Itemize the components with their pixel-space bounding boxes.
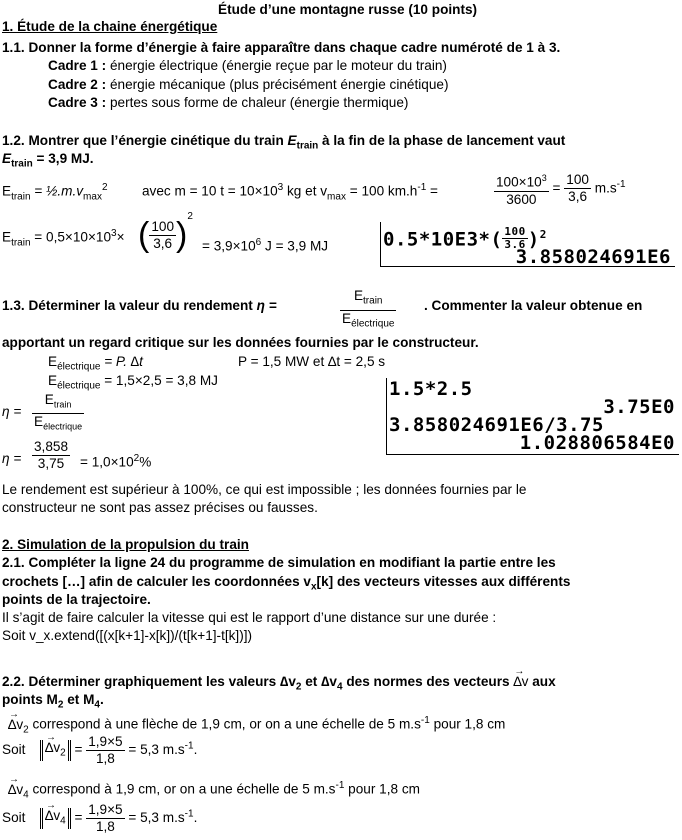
question-1-2-line2: $E_{train} = 3,9$ MJ. [2,151,94,170]
calc2-line4: 1.028806584E0 [519,432,675,454]
avec-values: avec m = 10 $t = 10\times 10^3$ kg et $v_{max} = 100$ $km.h^{-1}$ = [142,182,438,203]
etrain-result: = $3,9\times 10^6$ J = 3,9 MJ [202,237,329,254]
conclusion-line1: Le rendement est supérieur à 100%, ce qui est impossible ; les données fournies par le [2,482,527,497]
eta-value: η = [2,451,22,466]
question-2-2-line1: 2.2. Déterminer graphiquement les valeurs $\Delta v_2$ et $\Delta v_4$ des normes des vecteurs → ∆v aux [2,674,556,696]
dv4-description: → $\Delta v_4$ correspond à 1,9 cm, or on a une échelle de 5 $m.s^{-1}$ pour 1,8 cm [8,778,420,803]
eta-value-fraction: $\frac{3,858}{3,75}$ [34,439,69,471]
cadre-1: Cadre 1 : énergie électrique (énergie reçue par le moteur du train) [48,58,447,73]
answer-2-1-line1: Il s’agit de faire calculer la vitesse qui est le rapport d’une distance sur une durée : [2,610,497,625]
eta-formula: η = [2,404,22,419]
etrain-calc: $E_{train} = 0,5\times 10\times 10^3\times$ [2,228,125,249]
page-title: Étude d’une montagne russe (10 points) [218,2,478,17]
dv4-soit: Soit [2,810,26,825]
eta-result: = $1,0\times 10^2\%$ [80,453,152,470]
eelec-value: $E_{électrique} = 1,5\times 2,5 = 3,8$ MJ [48,373,218,392]
cadre-2: Cadre 2 : énergie mécanique (plus précisément énergie cinétique) [48,77,449,92]
dv4-norm-calc: → $\Delta v_4$ = $\frac{1,9\times 5}{1,8}$ = 5,3 $m.s^{-1}$. [40,802,197,835]
calc1-input: 0.5*10E3*( $\frac{100}{3.6}$ )$^2$ [383,225,547,252]
question-2-1-line3: points de la trajectoire. [2,592,151,607]
power-duration: P = 1,5 MW et ∆t = 2,5 s [238,354,386,369]
question-1-3-line1-end: . Commenter la valeur obtenue en [424,298,643,313]
eta-formula-fraction: $\frac{E_{train}}{E_{électrique}}$ [34,392,83,432]
question-2-1-line1: 2.1. Compléter la ligne 24 du programme de simulation en modifiant la partie entre les [2,555,556,570]
section-2-heading: 2. Simulation de la propulsion du train [2,537,249,552]
eelec-formula: $E_{électrique} = P$. ∆t [48,354,143,373]
calc2-line3: 3.858024691E6/3.75 [389,414,604,436]
question-1-3-line1: 1.3. Déterminer la valeur du rendement η = [2,298,277,313]
answer-2-1-code: Soit v_x.extend([(x[k+1]-x[k])/(t[k+1]-t[k])]) [2,628,253,643]
dv2-soit: Soit [2,742,26,757]
calculator-screen-1 [380,222,675,267]
calc1-result: 3.858024691E6 [515,246,671,268]
ec-formula: $E_{train}$ = $\frac{1}{2}.m.v_{max}^2$ [2,182,108,203]
cadre-3: Cadre 3 : pertes sous forme de chaleur (énergie thermique) [48,95,409,110]
speed-fraction: $\frac{100\times 10^3}{3600}$ = $\frac{100}{3,6}$ $m.s^{-1}$ [494,170,626,208]
calc2-line1: 1.5*2.5 [389,378,473,400]
question-1-2-line1: 1.2. Montrer que l’énergie cinétique du train $E_{train}$ à la fin de la phase de lancement vaut [2,133,566,152]
question-1-3-line2: apportant un regard critique sur les données fournies par le constructeur. [2,335,479,350]
question-1-1: 1.1. Donner la forme d’énergie à faire apparaître dans chaque cadre numéroté de 1 à 3. [2,40,561,55]
section-1-heading: 1. Étude de la chaine énergétique [2,19,218,34]
question-2-1-line2: crochets […] afin de calculer les coordonnées $v_x[k]$ des vecteurs vitesses aux différents [2,574,571,593]
etrain-fraction: ( $\frac{100}{3,6}$ )$^2$ [138,211,193,254]
calc2-line2: 3.75E0 [603,396,675,418]
dv2-description: → $\Delta v_2$ correspond à une flèche de 1,9 cm, or on a une échelle de 5 $m.s^{-1}$ pour 1,8 cm [8,713,505,738]
calculator-screen-2 [386,378,679,455]
question-2-2-line2: points $M_2$ et $M_4$. [2,692,104,711]
dv2-norm-calc: → $\Delta v_2$ = $\frac{1,9\times 5}{1,8}$ = 5,3 $m.s^{-1}$. [40,734,197,767]
eta-def-fraction: $\frac{E_{train}}{E_{électrique}}$ [342,288,395,330]
conclusion-line2: constructeur ne sont pas assez précises ou fausses. [2,500,318,515]
